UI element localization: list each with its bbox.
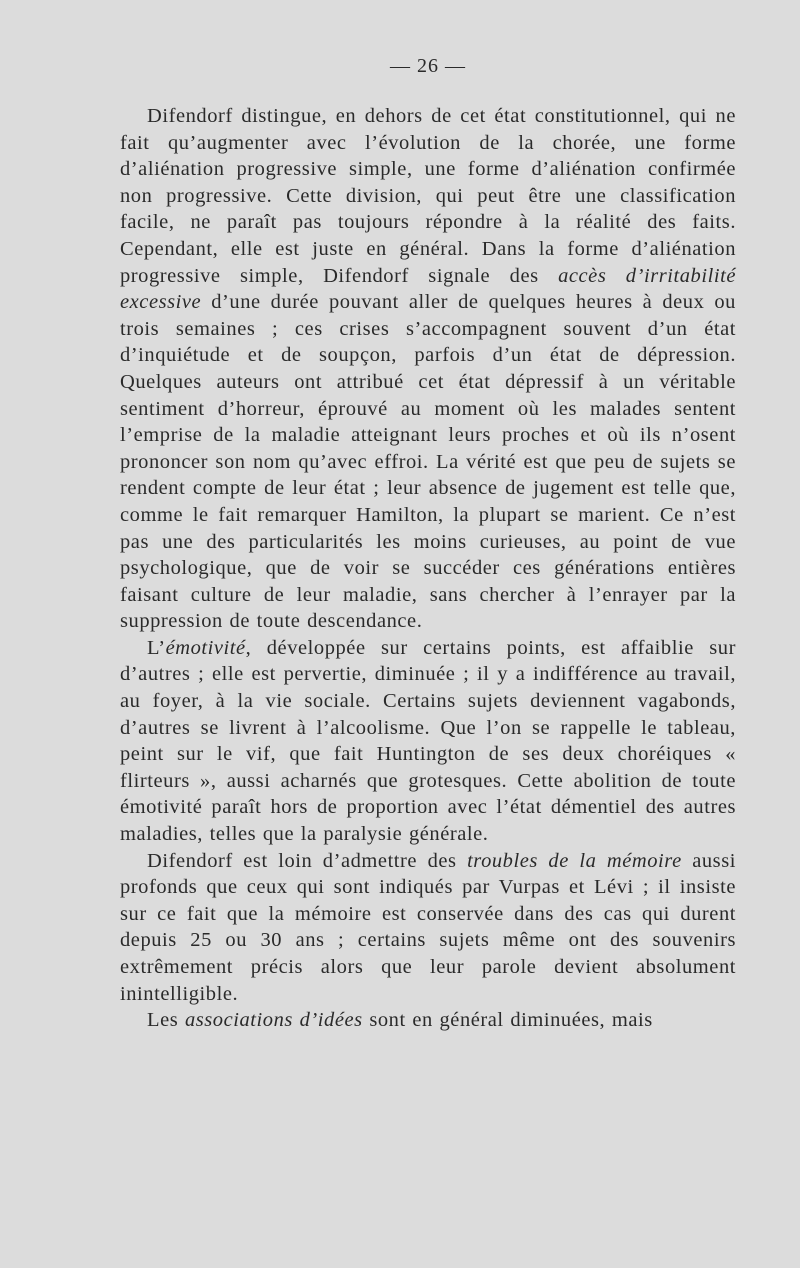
text-segment: Difendorf distingue, en dehors de cet état constitutionnel, qui ne fait qu’augmenter avec l’évolution de la chorée, une forme d’aliénation progressive simple, une forme d’aliénation confirmée non progressive. Cette division, qui peut être une classification facile, ne paraît pas toujours répondre à la réalité des faits. Cependant, elle est juste en général. Dans la forme d’aliénation progressive simple, Difendorf signale des — [120, 105, 736, 287]
text-segment: aussi profonds que ceux qui sont indiqués par Vurpas et Lévi ; il insiste sur ce fait que la mémoire est conservée dans des cas qui durent depuis 25 ou 30 ans ; certains sujets même ont des souvenirs extrêmement précis alors que leur parole devient absolument inintelligible. — [120, 849, 736, 1005]
italic-term-memory: troubles de la mémoire — [467, 849, 682, 872]
text-segment: Difendorf est loin d’admettre des — [147, 849, 468, 872]
text-segment: L’ — [147, 636, 166, 659]
text-segment: d’une durée pouvant aller de quelques heures à deux ou trois semaines ; ces crises s’accompagnent souvent d’un état d’inquiétude et de soupçon, parfois d’un état de dépression. Quelques auteurs ont attribué cet état dépressif à un véritable sentiment d’horreur, éprouvé au moment où les malades sentent l’emprise de la maladie atteignant leurs proches et où ils n’osent prononcer son nom qu’avec effroi. La vérité est que peu de sujets se rendent compte de leur état ; leur absence de jugement est telle que, comme le fait remarquer Hamilton, la plupart se marient. Ce n’est pas une des particularités les moins curieuses, au point de vue psychologique, que de voir se succéder ces générations entières faisant culture de leur maladie, sans chercher à l’enrayer par la suppression de toute descendance. — [120, 291, 736, 633]
body-text — [120, 103, 736, 1034]
text-segment — [293, 1009, 300, 1031]
italic-term-associations: associations — [184, 1009, 293, 1032]
text-segment: Les — [147, 1009, 185, 1032]
paragraph-irritability — [120, 103, 736, 635]
paragraph-associations — [120, 1007, 736, 1034]
italic-term-emotivity: émotivité — [165, 636, 246, 659]
page-number: — 26 — — [390, 55, 466, 77]
paragraph-memory — [120, 848, 736, 1008]
italic-term-irritability: accès d’irritabilité excessive — [120, 264, 736, 314]
paragraph-emotivity — [120, 635, 736, 848]
italic-term-ideas: d’idées — [299, 1009, 363, 1032]
text-segment: , développée sur certains points, est affaiblie sur d’autres ; elle est pervertie, diminuée ; il y a indifférence au travail, au foyer, à la vie sociale. Certains sujets deviennent vagabonds, d’autres se livrent à l’alcoolisme. Que l’on se rappelle le tableau, peint sur le vif, que fait Huntington de ses deux choréiques « flirteurs », aussi acharnés que grotesques. Cette abolition de toute émotivité paraît hors de proportion avec l’état démentiel des autres maladies, telles que la paralysie générale. — [120, 636, 736, 846]
text-segment: sont en général diminuées, mais — [362, 1009, 653, 1032]
